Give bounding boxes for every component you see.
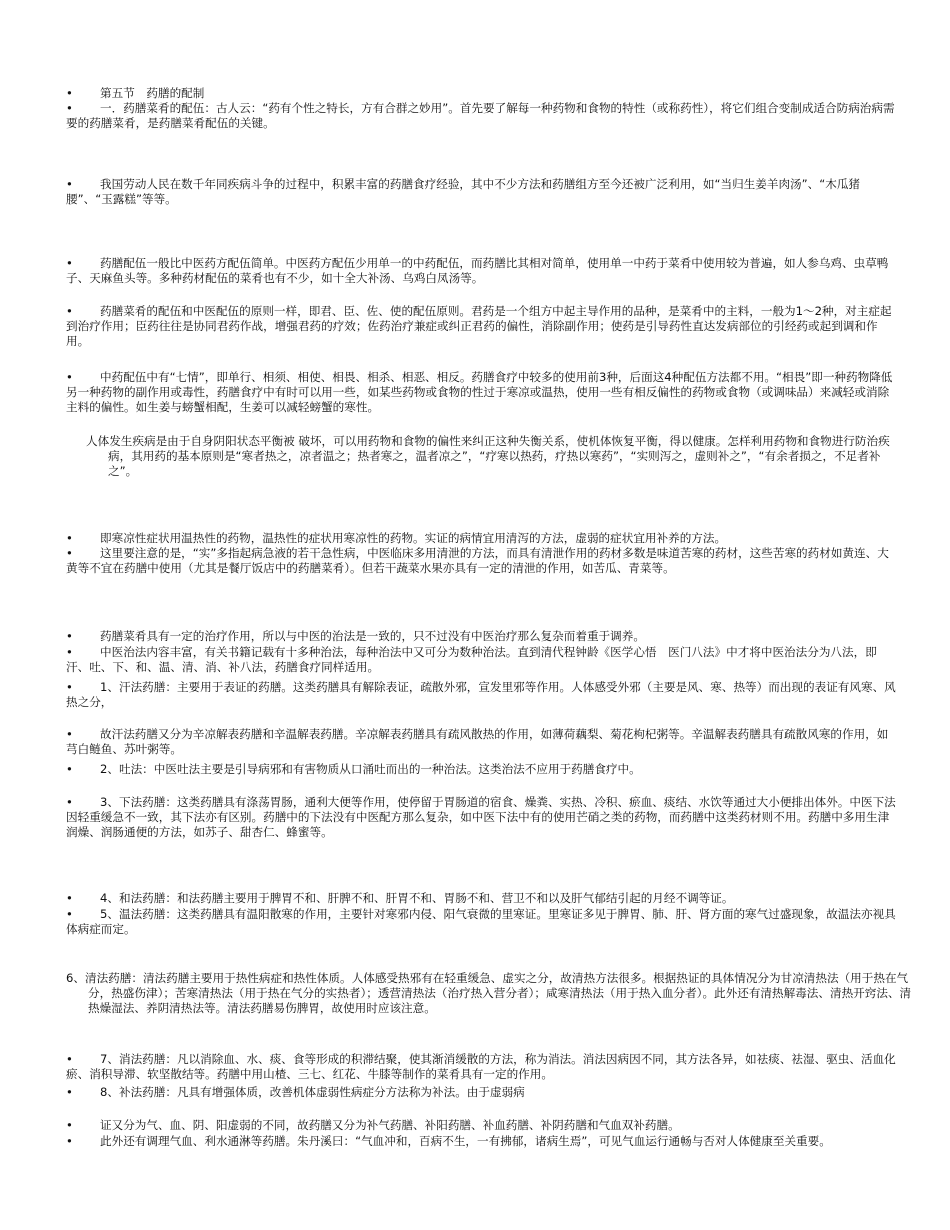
paragraph-14: • 2、吐法：中医吐法主要是引导病邪和有害物质从口涌吐而出的一种治法。这类治法不应用于药膳食疗中。	[66, 762, 641, 776]
bullet: •	[66, 1085, 73, 1099]
bullet: •	[66, 1052, 73, 1066]
bullet: •	[66, 531, 73, 545]
bullet: •	[66, 907, 73, 921]
paragraph-12: • 1、汗法药膳：主要用于表证的药膳。这类药膳具有解除表证，疏散外邪，宣发里邪等作用。人体感受外邪（主要是风、寒、热等）而出现的表证有风寒、风热之分，	[66, 680, 896, 710]
paragraph-20: • 8、补法药膳：凡具有增强体质，改善机体虚弱性病症分方法称为补法。由于虚弱病	[66, 1085, 525, 1099]
paragraph-7: 人体发生疾病是由于自身阴阳状态平衡被 破坏，可以用药物和食物的偏性来纠正这种失衡关系，使机体恢复平衡，得以健康。怎样利用药物和食物进行防治疾病，其用药的基本原则是“寒者热之，凉者温之；热者寒之，温者凉之”，“疗寒以热药，疗热以寒药”，“实则泻之，虚则补之”，“有余者损之，不足者补之”。	[86, 434, 890, 479]
bullet: •	[66, 546, 73, 560]
bullet: •	[66, 891, 73, 905]
paragraph-2: • 一．药膳菜肴的配伍：古人云：“药有个性之特长，方有合群之妙用”。首先要了解每一种药物和食物的特性（或称药性），将它们组合变制成适合防病治病需要的药膳菜肴，是药膳菜肴配伍的关键。	[66, 101, 895, 131]
paragraph-4: • 药膳配伍一般比中医药方配伍简单。中医药方配伍少用单一的中药配伍，而药膳比其相对简单，使用单一中药于菜肴中使用较为普遍，如人参乌鸡、虫草鸭子、天麻鱼头等。多种药材配伍的菜肴也有不少，如十全大补汤、乌鸡白凤汤等。	[66, 256, 889, 286]
paragraph-8: • 即寒凉性症状用温热性的药物，温热性的症状用寒凉性的药物。实证的病情宜用清泻的方法，虚弱的症状宜用补养的方法。	[66, 531, 727, 545]
paragraph-22: • 此外还有调理气血、利水通淋等药膳。朱丹溪曰：“气血冲和，百病不生，一有拂郁，诸病生焉”，可见气血运行通畅与否对人体健康至关重要。	[66, 1134, 831, 1148]
paragraph-16: • 4、和法药膳：和法药膳主要用于脾胃不和、肝脾不和、肝胃不和、胃肠不和、营卫不和以及肝气郁结引起的月经不调等证。	[66, 891, 734, 905]
paragraph-19: • 7、消法药膳：凡以消除血、水、痰、食等形成的积滞结聚，使其渐消缓散的方法，称为消法。消法因病因不同，其方法各异，如祛痰、祛湿、驱虫、活血化瘀、消积导滞、软坚散结等。药膳中用山楂、三七、红花、牛膝等制作的菜肴具有一定的作用。	[66, 1052, 896, 1082]
paragraph-3: • 我国劳动人民在数千年同疾病斗争的过程中，积累丰富的药膳食疗经验，其中不少方法和药膳组方至今还被广泛利用，如“当归生姜羊肉汤”、“木瓜猪腰”、“玉露糕”等等。	[66, 177, 861, 207]
bullet: •	[66, 629, 73, 643]
paragraph-10: • 药膳菜肴具有一定的治疗作用，所以与中医的治法是一致的，只不过没有中医治疗那么复杂而着重于调养。	[66, 629, 645, 643]
bullet: •	[66, 370, 73, 384]
paragraph-11: • 中医治法内容丰富，有关书籍记载有十多种治法，每种治法中又可分为数种治法。直到清代程钟龄《医学心悟 医门八法》中才将中医治法分为八法，即汗、吐、下、和、温、清、消、补八法，药膳食疗同样适用。	[66, 645, 877, 675]
paragraph-15: • 3、下法药膳：这类药膳具有涤荡胃肠，通利大便等作用，使停留于胃肠道的宿食、燥粪、实热、冷积、瘀血、痰结、水饮等通过大小便排出体外。中医下法因轻重缓急不一致，其下法亦有区别。药膳中的下法没有中医配方那么复杂，如中医下法中有的使用芒硝之类的药物，而药膳中这类药材则不用。药膳中多用生津润燥、润肠通便的方法，如苏子、甜杏仁、蜂蜜等。	[66, 795, 896, 840]
paragraph-17: • 5、温法药膳：这类药膳具有温阳散寒的作用，主要针对寒邪内侵、阳气衰微的里寒证。里寒证多见于脾胃、肺、肝、肾方面的寒气过盛现象，故温法亦视具体病症而定。	[66, 907, 896, 937]
bullet: •	[66, 762, 73, 776]
bullet: •	[66, 256, 73, 270]
bullet: •	[66, 795, 73, 809]
paragraph-18: 6、清法药膳：清法药膳主要用于热性病症和热性体质。人体感受热邪有在轻重缓急、虚实之分，故清热方法很多。根据热证的具体情况分为甘凉清热法（用于热在气分，热盛伤津）；苦寒清热法（用于热在气分的实热者）；透营清热法（治疗热入营分者）；咸寒清热法（用于热入血分者）。此外还有清热解毒法、清热开窍法、清热燥湿法、养阴清热法等。清法药膳易伤脾胃，故使用时应该注意。	[66, 971, 912, 1016]
bullet: •	[66, 727, 73, 741]
paragraph-9: • 这里要注意的是，“实”多指起病急液的若干急性病，中医临床多用清泄的方法，而具有清泄作用的药材多数是味道苦寒的药材，这些苦寒的药材如黄连、大黄等不宜在药膳中使用（尤其是餐厅饭店中的药膳菜肴）。但若干蔬菜水果亦具有一定的清泄的作用，如苦瓜、青菜等。	[66, 546, 889, 576]
bullet: •	[66, 304, 73, 318]
bullet: •	[66, 1134, 73, 1148]
bullet: •	[66, 680, 73, 694]
paragraph-1: • 第五节 药膳的配制	[66, 86, 205, 100]
bullet: •	[66, 86, 73, 100]
paragraph-13: • 故汗法药膳又分为辛凉解表药膳和辛温解表药膳。辛凉解表药膳具有疏风散热的作用，如薄荷藕梨、菊花枸杞粥等。辛温解表药膳具有疏散风寒的作用，如芎白鲢鱼、苏叶粥等。	[66, 727, 889, 757]
bullet: •	[66, 1118, 73, 1132]
paragraph-21: • 证又分为气、血、阴、阳虚弱的不同，故药膳又分为补气药膳、补阳药膳、补血药膳、补阴药膳和气血双补药膳。	[66, 1118, 680, 1132]
bullet: •	[66, 101, 73, 115]
bullet: •	[66, 645, 73, 659]
paragraph-5: • 药膳菜肴的配伍和中医配伍的原则一样，即君、臣、佐、使的配伍原则。君药是一个组方中起主导作用的品种，是菜肴中的主料，一般为1～2种，对主症起到治疗作用；臣药往往是协同君药作战，增强君药的疗效；佐药治疗兼症或纠正君药的偏性，消除副作用；使药是引导药性直达发病部位的引经药或起到调和作用。	[66, 304, 892, 349]
paragraph-6: • 中药配伍中有“七情”，即单行、相须、相使、相畏、相杀、相恶、相反。药膳食疗中较多的使用前3种，后面这4种配伍方法都不用。“相畏”即一种药物降低另一种药物的副作用或毒性，药膳食疗中有时可以用一些，如某些药物或食物的性过于寒凉或温热，使用一些有相反偏性的药物或食物（或调味品）来减轻或消除主料的偏性。如生姜与螃蟹相配，生姜可以减轻螃蟹的寒性。	[66, 370, 893, 415]
bullet: •	[66, 177, 73, 191]
